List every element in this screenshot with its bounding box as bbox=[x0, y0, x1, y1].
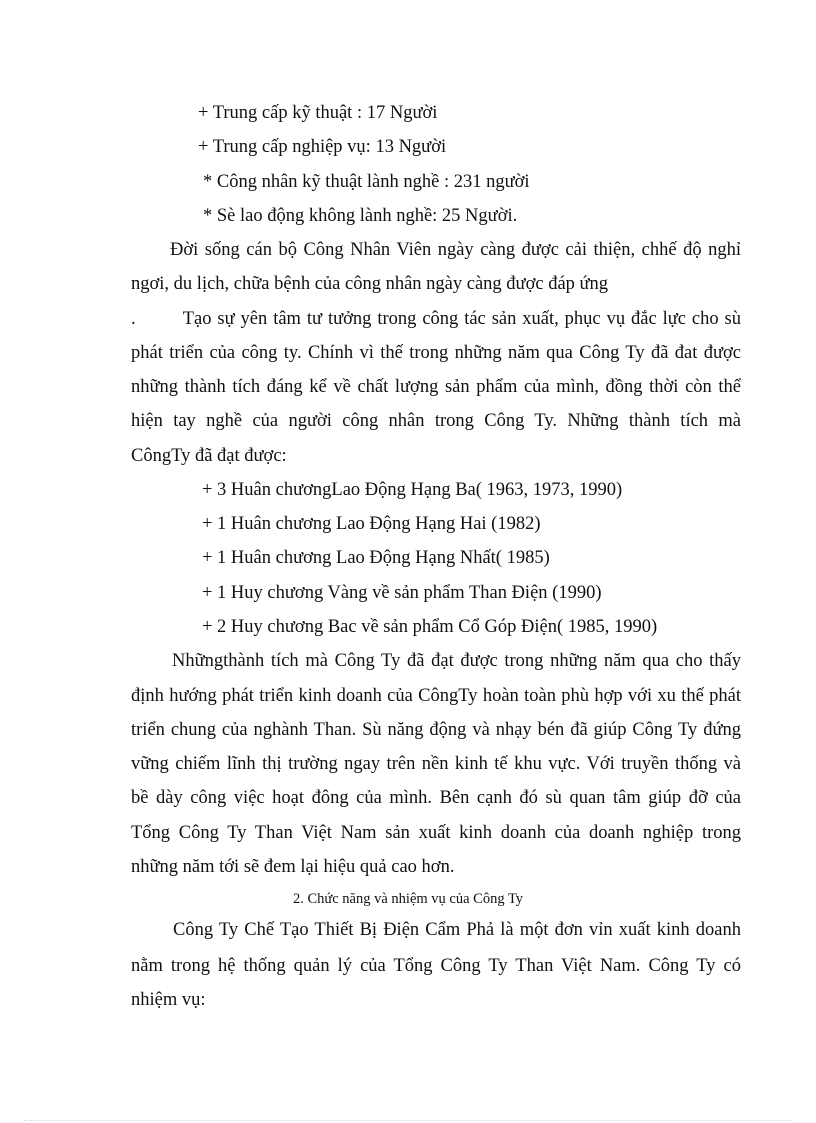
paragraph-line: Đời sống cán bộ Công Nhân Viên ngày càng được cải thiện, chhế độ nghỉ bbox=[170, 240, 741, 260]
paragraph-line: triển chung của nghành Than. Sù năng động và nhạy bén đã giúp Công Ty đứng bbox=[131, 720, 741, 740]
paragraph-line: ngơi, du lịch, chữa bệnh của công nhân ngày càng được đáp ứng bbox=[131, 274, 609, 294]
paragraph-line: nằm trong hệ thống quản lý của Tổng Công Ty Than Việt Nam. Công Ty có bbox=[131, 956, 741, 976]
paragraph-line: . Tạo sự yên tâm tư tưởng trong công tác sản xuất, phục vụ đắc lực cho sù bbox=[131, 309, 741, 329]
page-bottom-divider bbox=[24, 1120, 792, 1121]
award-item: + 1 Huân chương Lao Động Hạng Nhất( 1985) bbox=[202, 548, 550, 568]
paragraph-line: bề dày công việc hoạt đông của mình. Bên cạnh đó sù quan tâm giúp đỡ của bbox=[131, 788, 741, 808]
paragraph-line: những năm tới sẽ đem lại hiệu quả cao hơn. bbox=[131, 857, 455, 877]
paragraph-line: CôngTy đã đạt được: bbox=[131, 446, 287, 466]
staff-item: + Trung cấp kỹ thuật : 17 Người bbox=[198, 103, 438, 123]
staff-item: * Công nhân kỹ thuật lành nghề : 231 người bbox=[203, 172, 530, 192]
award-item: + 1 Huân chương Lao Động Hạng Hai (1982) bbox=[202, 514, 541, 534]
paragraph-line: Nhữngthành tích mà Công Ty đã đạt được trong những năm qua cho thấy bbox=[172, 651, 741, 671]
paragraph-line: phát triển của công ty. Chính vì thế trong những năm qua Công Ty đã đat được bbox=[131, 343, 741, 363]
award-item: + 3 Huân chươngLao Động Hạng Ba( 1963, 1973, 1990) bbox=[202, 480, 623, 500]
staff-item: + Trung cấp nghiệp vụ: 13 Người bbox=[198, 137, 447, 157]
paragraph-line: nhiệm vụ: bbox=[131, 990, 206, 1010]
paragraph-line: Tổng Công Ty Than Việt Nam sản xuất kinh doanh của doanh nghiệp trong bbox=[131, 823, 741, 843]
award-item: + 1 Huy chương Vàng về sản phẩm Than Điện (1990) bbox=[202, 583, 602, 603]
paragraph-line: định hướng phát triển kinh doanh của CôngTy hoàn toàn phù hợp với xu thế phát bbox=[131, 686, 741, 706]
staff-item: * Sè lao động không lành nghề: 25 Người. bbox=[203, 206, 518, 226]
paragraph-line: vững chiếm lĩnh thị trường ngay trên nền kinh tế khu vực. Với truyền thống và bbox=[131, 754, 741, 774]
paragraph-line: hiện tay nghề của người công nhân trong Công Ty. Những thành tích mà bbox=[131, 411, 741, 431]
award-item: + 2 Huy chương Bac về sản phẩm Cổ Góp Điện( 1985, 1990) bbox=[202, 617, 658, 637]
paragraph-line: Công Ty Chế Tạo Thiết Bị Điện Cẩm Phả là một đơn vỉn xuất kinh doanh bbox=[173, 920, 741, 940]
paragraph-line: những thành tích đáng kể về chất lượng sản phẩm của mình, đồng thời còn thể bbox=[131, 377, 741, 397]
section-heading: 2. Chức năng và nhiệm vụ của Công Ty bbox=[292, 891, 524, 907]
